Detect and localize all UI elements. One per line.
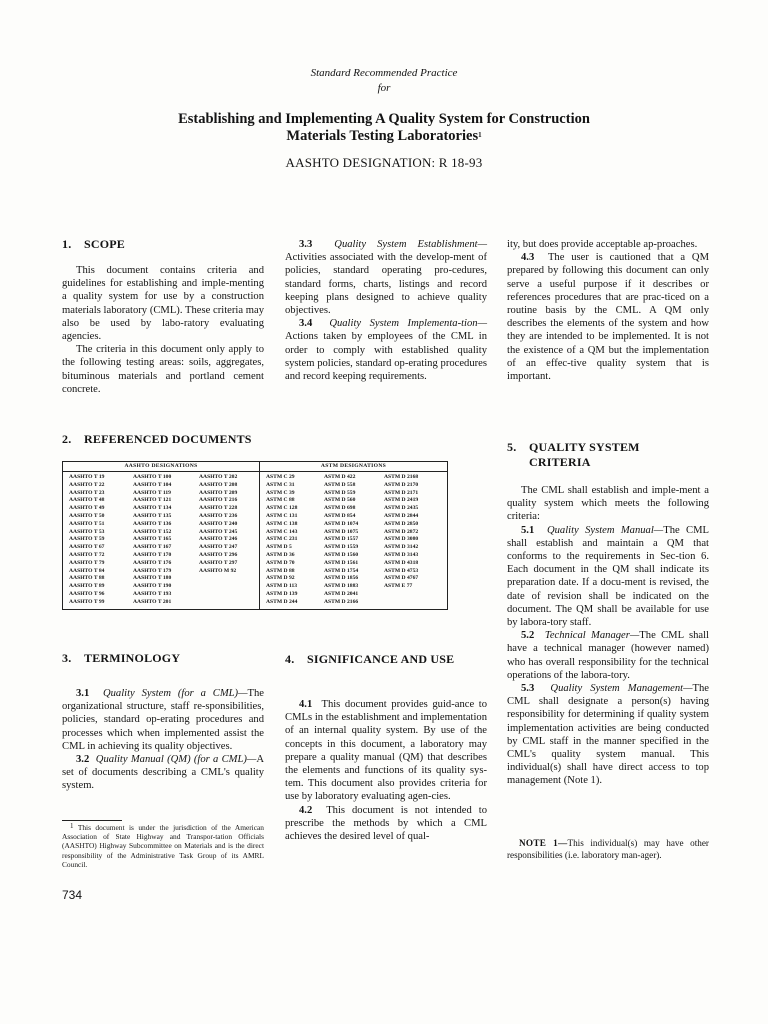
pretitle: Standard Recommended Practice xyxy=(310,67,458,79)
designation-entry: ASTM D 2170 xyxy=(384,481,419,488)
note-1: NOTE 1—This individual(s) may have other responsibilities (i.e. laboratory man-ager). xyxy=(507,838,709,860)
designation-entry: ASTM D 139 xyxy=(266,590,298,597)
designation-entry: AASHTO T 84 xyxy=(69,567,105,574)
designation-entry: AASHTO T 236 xyxy=(199,512,238,519)
designation-entry: ASTM C 31 xyxy=(266,481,295,488)
designation-entry: ASTM C 29 xyxy=(266,474,295,480)
designation-entry: AASHTO T 59 xyxy=(69,536,105,543)
designation-entry: AASHTO T 167 xyxy=(133,544,172,551)
designation-entry: ASTM D 88 xyxy=(266,567,295,574)
referenced-documents-table xyxy=(62,461,448,610)
designation-entry: ASTM D 36 xyxy=(266,551,295,558)
designation-entry: ASTM D 3142 xyxy=(384,544,419,551)
paragraph-4-3: 4.3 The user is cautioned that a QM prepared by following this document can only serve a useful purpose if it describes or references procedures that are prac-ticed on a routine basis by the CML. A QM only describes the elements of the system and how they are intended to be implemented. It is not the existence of a QM but the implementation of an effec-tive quality system that is important. xyxy=(507,252,709,383)
designation-entry: AASHTO T 190 xyxy=(133,583,172,590)
designation-entry: AASHTO T 193 xyxy=(133,590,172,597)
designation-entry: AASHTO T 23 xyxy=(69,489,105,496)
designation-entry: ASTM D 2844 xyxy=(384,512,419,519)
designation-entry: ASTM D 559 xyxy=(324,489,356,496)
designation-entry: AASHTO T 22 xyxy=(69,481,105,488)
designation-entry: ASTM D 2041 xyxy=(324,590,359,597)
designation-entry: AASHTO T 245 xyxy=(199,528,238,535)
aashto-column xyxy=(199,474,237,575)
title-line-2: Materials Testing Laboratories$^1$ xyxy=(286,128,482,144)
designation-entry: AASHTO T 99 xyxy=(69,598,105,605)
designation-entry: AASHTO T 119 xyxy=(133,489,171,496)
quality-system-criteria-body xyxy=(507,484,709,788)
paragraph-4-1: 4.1 This document provides guid-ance to CMLs in the establishment and implementation of an internal quality system. By use of the concepts in this document, a laboratory may prepare a quality manual (QM) that describes the elements and functions of its quality sys-tem. This document also provides criteria for use by laboratory evaluating agen-cies. xyxy=(285,699,487,803)
designation-entry: AASHTO T 152 xyxy=(133,528,172,535)
section-heading-referenced-documents: 2. REFERENCED DOCUMENTS xyxy=(62,432,252,446)
designation-entry: ASTM D 2168 xyxy=(384,474,419,480)
designation-entry: AASHTO T 170 xyxy=(133,551,172,558)
designation-entry: AASHTO T 19 xyxy=(69,474,105,480)
paragraph-4-2: 4.2 This document is not intended to prescribe the methods by which a CML achieves the desired level of qual- xyxy=(285,804,487,843)
section-heading-quality-system-criteria: 5. QUALITY SYSTEM CRITERIA xyxy=(507,440,640,469)
designation-entry: AASHTO T 208 xyxy=(199,481,238,488)
designation-entry: AASHTO T 202 xyxy=(199,474,238,480)
designation-entry: ASTM D 1559 xyxy=(324,544,359,551)
designation-entry: AASHTO T 51 xyxy=(69,520,105,527)
designation-entry: AASHTO T 53 xyxy=(69,528,105,535)
designation-entry: AASHTO T 136 xyxy=(133,520,172,527)
designation-entry: AASHTO T 165 xyxy=(133,536,172,543)
designation-entry: AASHTO T 89 xyxy=(69,583,105,590)
aashto-list xyxy=(63,472,260,610)
designation-entry: ASTM D 3143 xyxy=(384,551,419,558)
designation-entry: ASTM D 1754 xyxy=(324,567,359,574)
designation-entry: AASHTO T 88 xyxy=(69,575,105,582)
paragraph-4-2-tail: ity, but does provide acceptable ap-proaches. xyxy=(507,239,698,250)
designation-entry: ASTM E 77 xyxy=(384,583,413,590)
designation-entry: AASHTO T 134 xyxy=(133,505,172,512)
pretitle-for: for xyxy=(377,82,391,94)
designation-entry: ASTM C 231 xyxy=(266,536,298,543)
aashto-designation: AASHTO DESIGNATION: R 18-93 xyxy=(285,155,483,170)
designation-entry: AASHTO T 121 xyxy=(133,497,172,504)
designation-entry: ASTM D 2166 xyxy=(324,598,359,605)
aashto-header: AASHTO DESIGNATIONS xyxy=(63,462,260,472)
designation-entry: ASTM D 5 xyxy=(266,544,292,551)
section-heading-significance: 4. SIGNIFICANCE AND USE xyxy=(285,652,455,666)
astm-column xyxy=(324,474,384,607)
scope-paragraph: This document contains criteria and guidelines for establishing and imple-menting a quality system for use by a construction materials laboratory (CML). These criteria may also be used by labo-ratory evaluating agencies. xyxy=(62,265,264,343)
scope-body xyxy=(62,264,264,396)
footnote-rule xyxy=(62,820,122,821)
designation-entry: ASTM D 2435 xyxy=(384,505,419,512)
definition-3-4: 3.4 Quality System Implementa-tion—Actions taken by employees of the CML in order to comply with established quality system policies, standard op-erating procedures and record keeping requirements. xyxy=(285,318,487,383)
footnote: $^1$ This document is under the jurisdiction of the American Association of State Highway and Transpor-tation Officials (AASHTO) Highway Subcommittee on Materials and is the direct responsibility of the Administrative Task Group of its AMRL Council. xyxy=(62,822,264,869)
designation-entry: ASTM D 244 xyxy=(266,598,298,605)
designation-entry: AASHTO T 201 xyxy=(133,598,172,605)
designation-entry: ASTM C 88 xyxy=(266,497,295,504)
designation-entry: ASTM D 4318 xyxy=(384,559,419,566)
designation-entry: ASTM D 92 xyxy=(266,575,295,582)
designation-entry: AASHTO T 67 xyxy=(69,544,105,551)
designation-entry: AASHTO T 247 xyxy=(199,544,238,551)
designation-entry: AASHTO T 72 xyxy=(69,551,105,558)
designation-entry: AASHTO T 228 xyxy=(199,505,238,512)
designation-entry: ASTM D 4753 xyxy=(384,567,419,574)
designation-entry: AASHTO T 296 xyxy=(199,551,238,558)
section-heading-scope: 1. SCOPE xyxy=(62,237,126,251)
designation-entry: ASTM D 2171 xyxy=(384,489,419,496)
designation-entry: ASTM D 854 xyxy=(324,512,356,519)
designation-entry: ASTM D 1856 xyxy=(324,575,359,582)
aashto-column xyxy=(69,474,133,607)
designation-entry: ASTM D 4767 xyxy=(384,575,419,582)
aashto-column xyxy=(133,474,199,607)
designation-entry: ASTM D 1557 xyxy=(324,536,359,543)
designation-entry: AASHTO T 209 xyxy=(199,489,238,496)
astm-column xyxy=(384,474,418,591)
designation-entry: AASHTO T 48 xyxy=(69,497,105,504)
significance-body xyxy=(285,698,487,843)
section-heading-terminology: 3. TERMINOLOGY xyxy=(62,651,181,665)
title-footnote-mark: 1 xyxy=(478,131,482,139)
definition-3-2: 3.2 Quality Manual (QM) (for a CML)—A set of documents describing a CML's quality system. xyxy=(62,754,264,792)
designation-entry: AASHTO M 92 xyxy=(199,567,237,574)
designation-entry: ASTM D 1883 xyxy=(324,583,359,590)
definition-3-3: 3.3 Quality System Establishment—Activities associated with the develop-ment of policies, standard operating pro-cedures, standard forms, charts, listings and record keeping plans designed to achieve quality objectives. xyxy=(285,239,487,317)
designation-entry: AASHTO T 79 xyxy=(69,559,105,566)
designation-entry: ASTM D 698 xyxy=(324,505,356,512)
designation-entry: ASTM D 422 xyxy=(324,474,356,480)
document-title xyxy=(0,111,768,145)
designation-entry: ASTM D 558 xyxy=(324,481,356,488)
designation-entry: ASTM C 39 xyxy=(266,489,295,496)
designation-entry: AASHTO T 176 xyxy=(133,559,172,566)
scope-paragraph: The criteria in this document only apply to the following testing areas: soils, aggregates, bituminous materials and portland cement concrete. xyxy=(62,344,264,395)
designation-entry: AASHTO T 96 xyxy=(69,590,105,597)
designation-entry: ASTM C 131 xyxy=(266,512,298,519)
designation-entry: ASTM D 1561 xyxy=(324,559,359,566)
designation-entry: AASHTO T 104 xyxy=(133,481,172,488)
designation-entry: ASTM D 2850 xyxy=(384,520,419,527)
designation-entry: ASTM C 143 xyxy=(266,528,298,535)
designation-entry: ASTM D 2872 xyxy=(384,528,419,535)
designation-entry: ASTM D 1560 xyxy=(324,551,359,558)
terminology-body xyxy=(62,687,264,793)
designation-entry: AASHTO T 179 xyxy=(133,567,172,574)
astm-header: ASTM DESIGNATIONS xyxy=(260,462,448,472)
significance-continued xyxy=(507,238,709,383)
designation-entry: AASHTO T 100 xyxy=(133,474,172,480)
designation-entry: AASHTO T 246 xyxy=(199,536,238,543)
designation-entry: AASHTO T 180 xyxy=(133,575,172,582)
designation-entry: ASTM D 560 xyxy=(324,497,356,504)
astm-column xyxy=(266,474,324,607)
title-line-1: Establishing and Implementing A Quality System for Construction xyxy=(178,111,590,127)
criterion-5-1: 5.1 Quality System Manual—The CML shall establish and maintain a QM that conforms to the requirements in Sec-tion 6. Each document in the QM shall indicate its preparation date. If a docu-ment is revised, the date of revision shall be indicated on the document. The QM shall be available for use by labora-tory staff. xyxy=(507,524,709,629)
criteria-intro: The CML shall establish and imple-ment a quality system which meets the following criteria: xyxy=(507,485,709,523)
astm-list xyxy=(260,472,448,610)
designation-entry: AASHTO T 135 xyxy=(133,512,172,519)
designation-entry: ASTM D 3080 xyxy=(384,536,419,543)
designation-entry: ASTM C 138 xyxy=(266,520,298,527)
designation-entry: AASHTO T 49 xyxy=(69,505,105,512)
designation-entry: ASTM D 1074 xyxy=(324,520,359,527)
designation-entry: ASTM D 2419 xyxy=(384,497,419,504)
designation-entry: ASTM D 113 xyxy=(266,583,298,590)
designation-entry: ASTM D 70 xyxy=(266,559,295,566)
page-number: 734 xyxy=(62,888,83,902)
designation-entry: AASHTO T 297 xyxy=(199,559,238,566)
designation-entry: ASTM C 128 xyxy=(266,505,298,512)
designation-entry: AASHTO T 50 xyxy=(69,512,105,519)
definition-3-1: 3.1 Quality System (for a CML)—The organizational structure, staff re-sponsibilities, policies, standard op-erating procedures and processes which when implemented assist the CML in achieving its quality objectives. xyxy=(62,688,264,752)
designation-entry: AASHTO T 240 xyxy=(199,520,238,527)
terminology-continued xyxy=(285,238,487,383)
criterion-5-3: 5.3 Quality System Management—The CML shall designate a person(s) having responsibility for determining if quality system implementation activities are being conducted by CML staff in the manner specified in the CML's quality system manual. This individual(s) shall have direct access to top management (Note 1). xyxy=(507,683,709,787)
criterion-5-2: 5.2 Technical Manager—The CML shall have a technical manager (however named) who has overall responsibility for the technical operations of the labora-tory. xyxy=(507,630,709,681)
designation-entry: ASTM D 1075 xyxy=(324,528,359,535)
designation-entry: AASHTO T 216 xyxy=(199,497,238,504)
